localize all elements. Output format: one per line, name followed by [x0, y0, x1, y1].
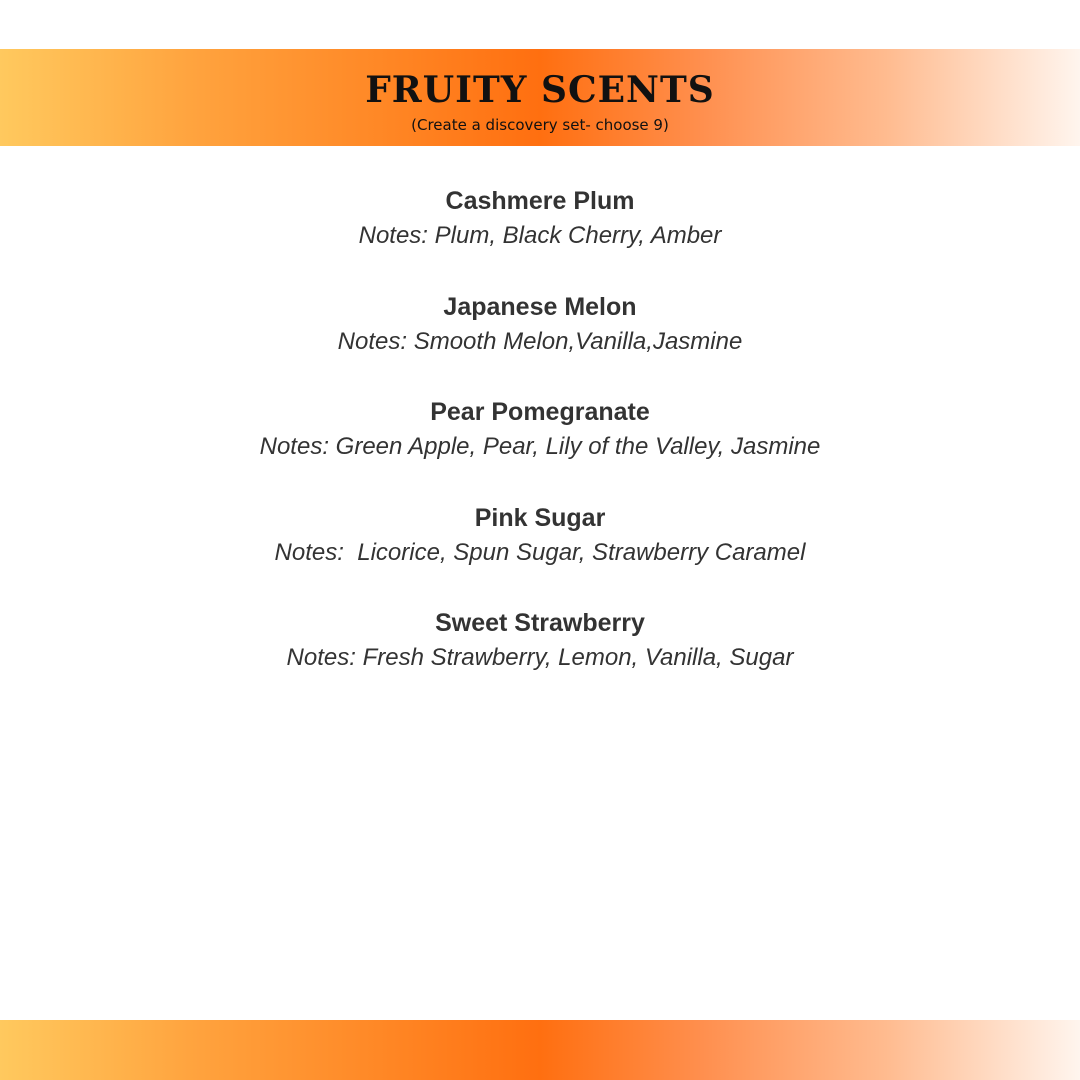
scent-name: Sweet Strawberry: [435, 609, 645, 637]
scent-item: [0, 605, 1080, 711]
scent-item: [0, 183, 1080, 289]
scent-name: Pear Pomegranate: [430, 398, 650, 426]
scent-name: Cashmere Plum: [445, 187, 635, 215]
scent-item: [0, 500, 1080, 606]
scent-notes: Notes: Green Apple, Pear, Lily of the Valley, Jasmine: [259, 433, 821, 460]
scent-notes: Notes: Plum, Black Cherry, Amber: [358, 222, 722, 249]
scent-item: [0, 289, 1080, 395]
scent-notes: Notes: Licorice, Spun Sugar, Strawberry Caramel: [274, 538, 806, 566]
footer-banner: [0, 1020, 1080, 1080]
scent-list: [0, 183, 1080, 711]
page-subtitle: (Create a discovery set- choose 9): [411, 116, 669, 134]
scent-name: Japanese Melon: [443, 292, 637, 321]
scent-item: [0, 394, 1080, 500]
page-title: FRUITY SCENTS: [365, 69, 715, 111]
scent-notes: Notes: Smooth Melon,Vanilla,Jasmine: [337, 327, 743, 355]
scent-name: Pink Sugar: [474, 503, 606, 532]
scent-notes: Notes: Fresh Strawberry, Lemon, Vanilla, Sugar: [286, 644, 794, 671]
